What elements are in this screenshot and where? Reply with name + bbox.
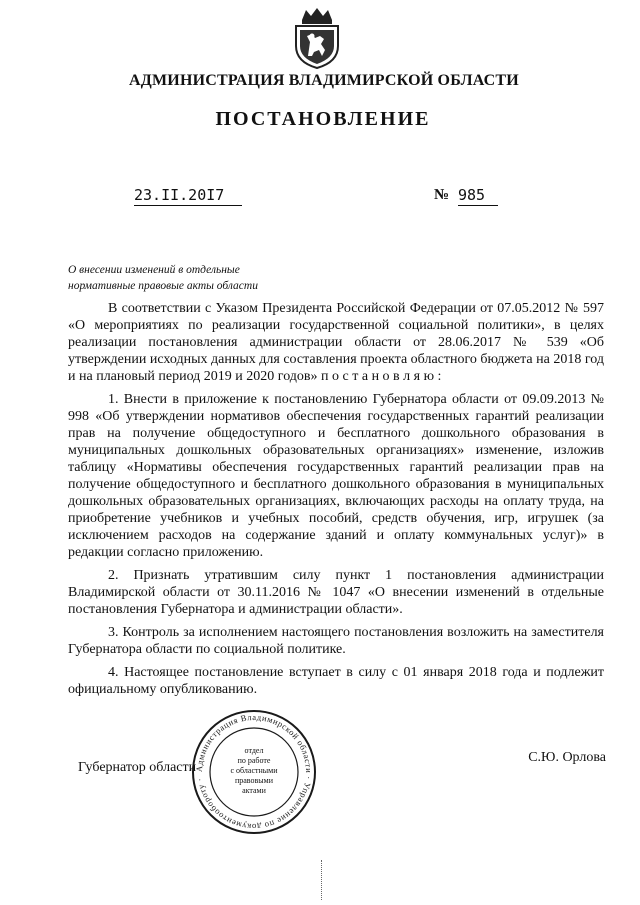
official-stamp [190,708,318,836]
stamp-line: по работе [237,756,271,765]
document-date: 23.II.20I7 [134,185,242,206]
stamp-center-text [190,746,318,796]
body-paragraph-item-3: 3. Контроль за исполнением настоящего постановления возложить на заместителя Губернатора области по социальной политике. [68,625,604,657]
document-number: 985 [458,185,498,206]
organization-name: АДМИНИСТРАЦИЯ ВЛАДИМИРСКОЙ ОБЛАСТИ [129,72,519,89]
coat-of-arms-icon [290,6,344,70]
body-paragraph-item-2: 2. Признать утратившим силу пункт 1 постановления администрации Владимирской области от 30.11.2016 № 1047 «О внесении изменений в отдельные постановления Губернатора и администрации области». [68,568,604,617]
signatory-name: С.Ю. Орлова [528,750,606,765]
stamp-line: отдел [244,746,264,755]
document-subject [68,262,258,294]
stamp-line: правовыми [234,776,274,785]
subject-line-1: О внесении изменений в отдельные [68,264,240,276]
subject-line-2: нормативные правовые акты области [68,280,258,292]
body-paragraph-preamble: В соответствии с Указом Президента Российской Федерации от 07.05.2012 № 597 «О мероприятиях по реализации государственной социальной политики», в целях реализации постановления администрации области от 28.06.2017 № 539 «Об утверждении исходных данных для составления проекта областного бюджета на 2018 год и на плановый период 2019 и 2020 годов» п о с т а н о в л я ю : [68,301,604,384]
document-type-title: ПОСТАНОВЛЕНИЕ [215,108,431,130]
stamp-line: с областными [230,766,278,775]
document-number-label: № [434,187,450,203]
scan-artifact-mark [321,860,323,900]
stamp-line: актами [242,786,266,795]
signatory-position: Губернатор области [78,760,197,775]
body-paragraph-item-1: 1. Внести в приложение к постановлению Губернатора области от 09.09.2013 № 998 «Об утверждении нормативов обеспечения государственных гарантий реализации прав на получение общедоступного и бесплатного дошкольного образования в муниципальных дошкольных образовательных организациях» изменение, изложив таблицу «Нормативы обеспечения государственных гарантий реализации прав на получение общедоступного и бесплатного дошкольного образования в муниципальных дошкольных образовательных организациях, включающих расходы на оплату труда, на приобретение учебников и учебных пособий, средств обучения, игр, игрушек (за исключением расходов на содержание зданий и оплату коммунальных услуг)» в редакции согласно приложению. [68,392,604,560]
body-paragraph-item-4: 4. Настоящее постановление вступает в силу с 01 января 2018 года и подлежит официальному опубликованию. [68,665,604,697]
stamp-ring-text: Администрация Владимирской области · Управление по документообороту · [193,711,315,833]
document-body [68,300,604,704]
